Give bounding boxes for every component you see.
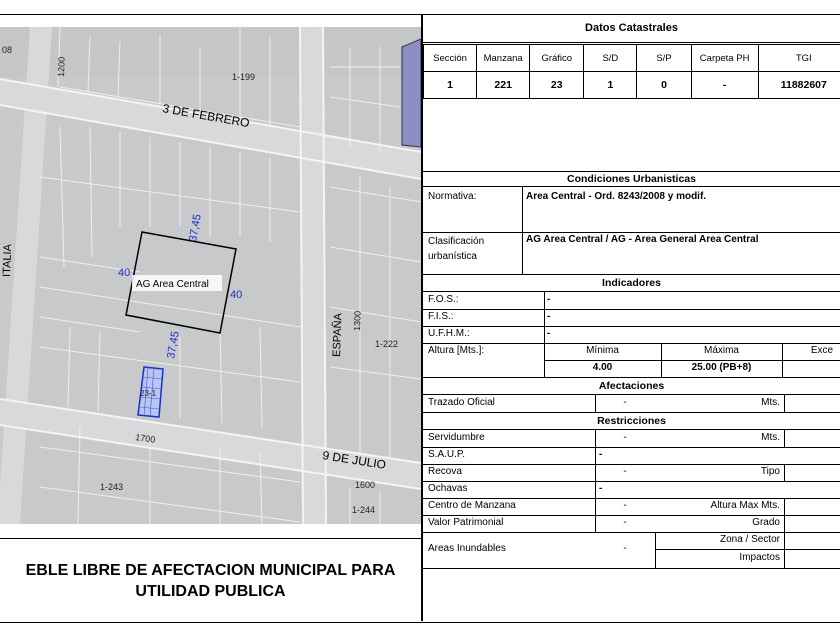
patrimonial-unit: Grado (752, 517, 780, 528)
ufhm-value: - (547, 328, 551, 339)
value-carpeta-ph: - (691, 72, 758, 99)
centro-label: Centro de Manzana (428, 500, 516, 511)
recova-unit: Tipo (760, 466, 780, 477)
value-sp: 0 (637, 72, 691, 99)
saup-label: S.A.U.P. (428, 449, 466, 460)
patrimonial-label: Valor Patrimonial (428, 517, 504, 528)
indicadores-title: Indicadores (423, 275, 840, 292)
value-seccion: 1 (424, 72, 477, 99)
trazado-unit: Mts. (761, 397, 780, 408)
normativa-label: Normativa: (428, 191, 477, 202)
dimension-right: 40 (230, 289, 243, 301)
ochavas-label: Ochavas (428, 483, 468, 494)
number-1600: 1600 (355, 480, 376, 490)
dimension-top: 37,45 (187, 213, 204, 243)
header-sp: S/P (637, 45, 691, 72)
patrimonial-value: - (623, 517, 627, 528)
trazado-label: Trazado Oficial (428, 397, 495, 408)
maxima-label: Máxima (703, 345, 739, 356)
servidumbre-label: Servidumbre (428, 432, 485, 443)
altura-label: Altura [Mts.]: (428, 345, 485, 356)
number-08: 08 (2, 45, 13, 55)
parcel-label: AG Area Central (136, 279, 209, 290)
recova-label: Recova (428, 466, 462, 477)
minima-label: Mínima (586, 345, 619, 356)
zona-label: Zona / Sector (719, 534, 780, 545)
block-1-244: 1-244 (352, 505, 376, 515)
lot-number: 23-1 (140, 389, 157, 398)
document-frame (0, 14, 840, 623)
fis-value: - (547, 311, 551, 322)
restricciones-title: Restricciones (423, 413, 840, 430)
recova-value: - (623, 466, 627, 477)
dimension-bottom: 37,45 (165, 330, 182, 360)
centro-unit: Altura Max Mts. (710, 500, 780, 511)
afectaciones-title: Afectaciones (423, 378, 840, 395)
ochavas-value: - (599, 483, 603, 494)
value-manzana: 221 (477, 72, 530, 99)
saup-value: - (599, 449, 603, 460)
centro-value: - (623, 500, 627, 511)
header-tgi: TGI (758, 45, 840, 72)
header-grafico: Gráfico (530, 45, 584, 72)
inundables-label: Areas Inundables (428, 543, 506, 554)
fos-label: F.O.S.: (428, 294, 459, 305)
caption-text: EBLE LIBRE DE AFECTACION MUNICIPAL PARA UTILIDAD PUBLICA (25, 561, 396, 600)
header-sd: S/D (584, 45, 637, 72)
maxima-value: 25.00 (PB+8) (691, 362, 752, 373)
value-grafico: 23 (530, 72, 584, 99)
dimension-left: 40 (118, 267, 131, 279)
ufhm-label: U.F.H.M.: (428, 328, 470, 339)
servidumbre-unit: Mts. (761, 432, 780, 443)
fis-label: F.I.S.: (428, 311, 454, 322)
exce-label: Exce (810, 345, 834, 356)
servidumbre-value: - (623, 432, 627, 443)
block-1-199: 1-199 (232, 72, 256, 82)
value-tgi: 11882607 (758, 72, 840, 99)
condiciones-title: Condiciones Urbanisticas (423, 172, 840, 187)
number-1700: 1700 (134, 432, 156, 445)
street-italia: ITALIA (1, 243, 15, 278)
value-sd: 1 (584, 72, 637, 99)
header-carpeta-ph: Carpeta PH (691, 45, 758, 72)
clasificacion-value: AG Area Central / AG - Area General Area Central (526, 234, 759, 245)
catastrales-title: Datos Catastrales (423, 14, 840, 43)
header-manzana: Manzana (477, 45, 530, 72)
clasificacion-label: Clasificación urbanística (428, 236, 485, 262)
inundables-value: - (623, 543, 627, 554)
impactos-label: Impactos (739, 552, 780, 563)
street-9-de-julio: 9 DE JULIO (321, 448, 387, 472)
street-3-de-febrero: 3 DE FEBRERO (161, 101, 251, 131)
street-espana: ESPAÑA (331, 312, 345, 358)
normativa-value: Area Central - Ord. 8243/2008 y modif. (526, 191, 707, 202)
number-1300: 1300 (352, 310, 363, 332)
number-1200: 1200 (56, 56, 67, 78)
minima-value: 4.00 (592, 362, 613, 373)
header-seccion: Sección (424, 45, 477, 72)
trazado-value: - (623, 397, 627, 408)
block-1-243: 1-243 (100, 482, 124, 492)
block-1-222: 1-222 (375, 339, 399, 349)
fos-value: - (547, 294, 551, 305)
